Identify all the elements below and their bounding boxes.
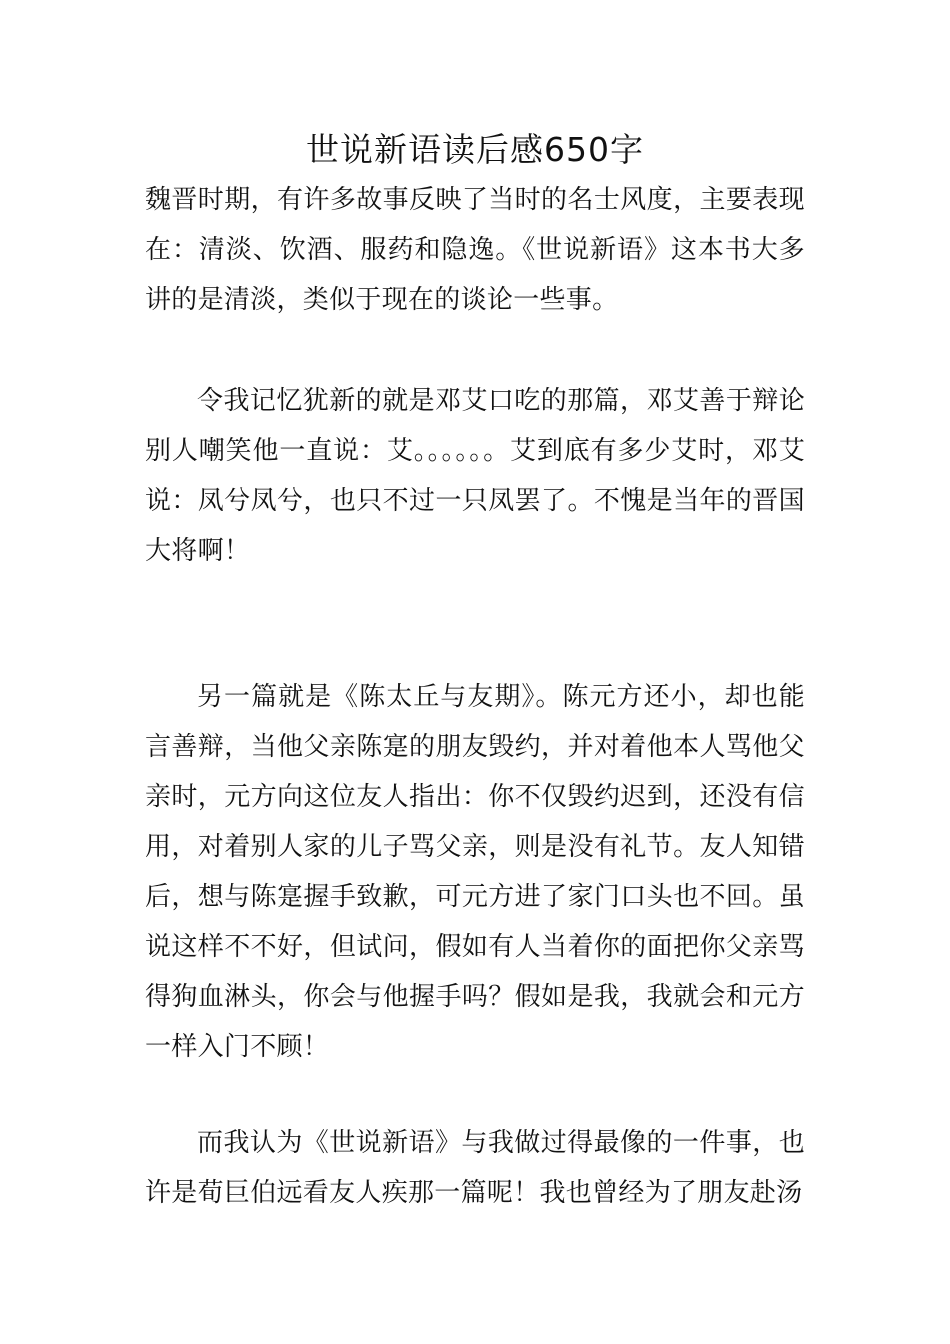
paragraph-2: 令我记忆犹新的就是邓艾口吃的那篇，邓艾善于辩论别人嘲笑他一直说：艾。。。。。。艾到底有多少艾时，邓艾说：凤兮凤兮，也只不过一只凤罢了。不愧是当年的晋国大将啊！	[145, 386, 805, 566]
paragraph-3: 另一篇就是《陈太丘与友期》。陈元方还小，却也能言善辩，当他父亲陈寔的朋友毁约，并对着他本人骂他父亲时，元方向这位友人指出：你不仅毁约迟到，还没有信用，对着别人家的儿子骂父亲，则是没有礼节。友人知错后，想与陈寔握手致歉，可元方进了家门口头也不回。虽说这样不不好，但试问，假如有人当着你的面把你父亲骂得狗血淋头，你会与他握手吗？假如是我，我就会和元方一样入门不顾！	[145, 682, 805, 1062]
document-title: 世说新语读后感650字	[306, 130, 644, 169]
paragraph-1: 魏晋时期，有许多故事反映了当时的名士风度，主要表现在：清淡、饮酒、服药和隐逸。《世说新语》这本书大多讲的是清淡，类似于现在的谈论一些事。	[145, 185, 805, 315]
paragraph-4: 而我认为《世说新语》与我做过得最像的一件事，也许是荀巨伯远看友人疾那一篇呢！我也曾经为了朋友赴汤	[145, 1128, 805, 1208]
